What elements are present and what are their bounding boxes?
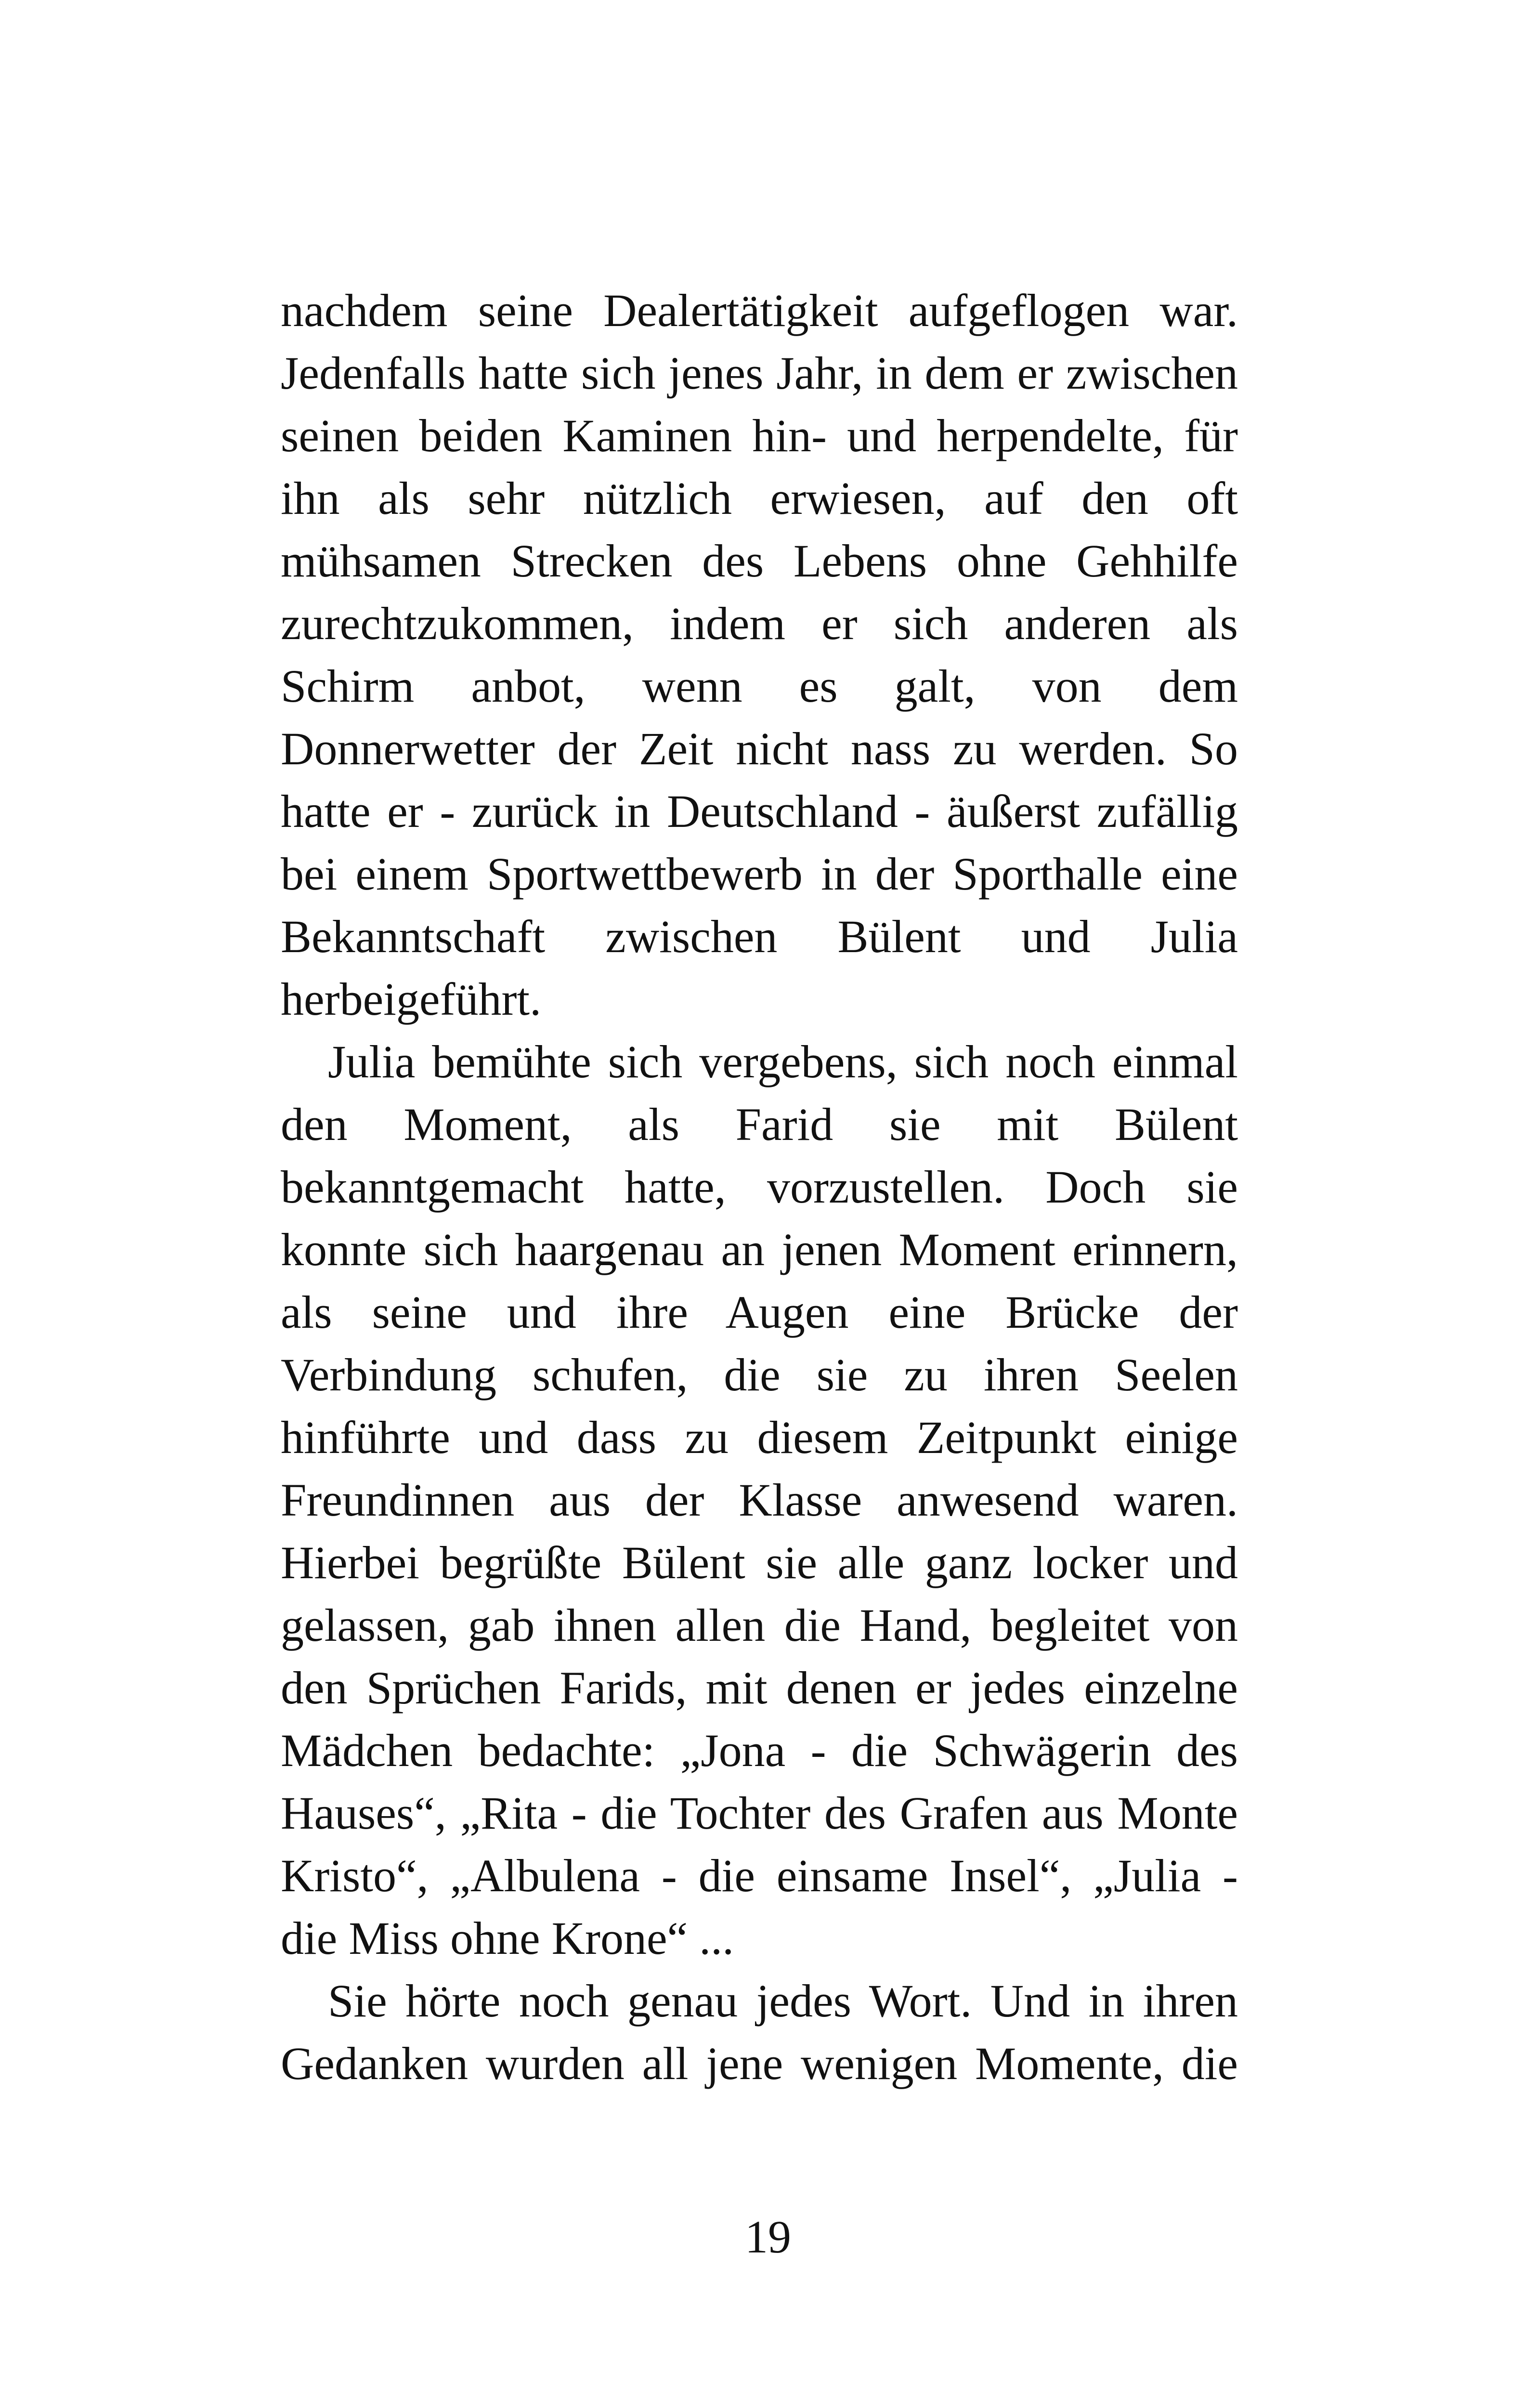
- text-line: seinen beiden Kaminen hin- und herpendelte, für: [281, 410, 1238, 461]
- text-line: Freundinnen aus der Klasse anwesend waren.: [281, 1474, 1238, 1526]
- text-line: den Moment, als Farid sie mit Bülent: [281, 1099, 1238, 1150]
- text-line: Hierbei begrüßte Bülent sie alle ganz locker und: [281, 1537, 1238, 1588]
- text-line: hatte er - zurück in Deutschland - äußerst zufällig: [281, 785, 1238, 837]
- paragraph-start-line: Julia bemühte sich vergebens, sich noch einmal: [328, 1036, 1238, 1087]
- paragraph-start-line: Sie hörte noch genau jedes Wort. Und in ihren: [328, 1975, 1238, 2027]
- text-line: Verbindung schufen, die sie zu ihren Seelen: [281, 1349, 1238, 1400]
- body-text: [281, 279, 1238, 2095]
- text-line: gelassen, gab ihnen allen die Hand, begleitet von: [281, 1599, 1238, 1651]
- paragraph-end-line: die Miss ohne Krone“ ...: [281, 1912, 734, 1964]
- text-line: als seine und ihre Augen eine Brücke der: [281, 1286, 1238, 1338]
- text-line: Hauses“, „Rita - die Tochter des Grafen aus Monte: [281, 1787, 1238, 1839]
- text-line: Mädchen bedachte: „Jona - die Schwägerin des: [281, 1725, 1238, 1776]
- text-line: Bekanntschaft zwischen Bülent und Julia: [281, 911, 1238, 962]
- text-line: Schirm anbot, wenn es galt, von dem: [281, 660, 1238, 712]
- text-line: ihn als sehr nützlich erwiesen, auf den oft: [281, 472, 1238, 524]
- text-line: konnte sich haargenau an jenen Moment erinnern,: [281, 1224, 1238, 1275]
- text-line: Donnerwetter der Zeit nicht nass zu werden. So: [281, 723, 1238, 774]
- text-line: hinführte und dass zu diesem Zeitpunkt einige: [281, 1412, 1238, 1463]
- text-line: bei einem Sportwettbewerb in der Sporthalle eine: [281, 848, 1238, 900]
- text-line: zurechtzukommen, indem er sich anderen als: [281, 598, 1238, 649]
- text-line: Kristo“, „Albulena - die einsame Insel“, „Julia -: [281, 1850, 1238, 1901]
- paragraph-end-line: herbeigeführt.: [281, 973, 542, 1025]
- text-line: Jedenfalls hatte sich jenes Jahr, in dem er zwischen: [281, 347, 1238, 399]
- text-line: den Sprüchen Farids, mit denen er jedes einzelne: [281, 1662, 1238, 1714]
- text-line: nachdem seine Dealertätigkeit aufgeflogen war.: [281, 285, 1238, 336]
- text-line: bekanntgemacht hatte, vorzustellen. Doch sie: [281, 1161, 1238, 1213]
- page-number: 19: [745, 2211, 791, 2263]
- text-line: mühsamen Strecken des Lebens ohne Gehhilfe: [281, 535, 1238, 587]
- text-line: Gedanken wurden all jene wenigen Momente, die: [281, 2038, 1238, 2089]
